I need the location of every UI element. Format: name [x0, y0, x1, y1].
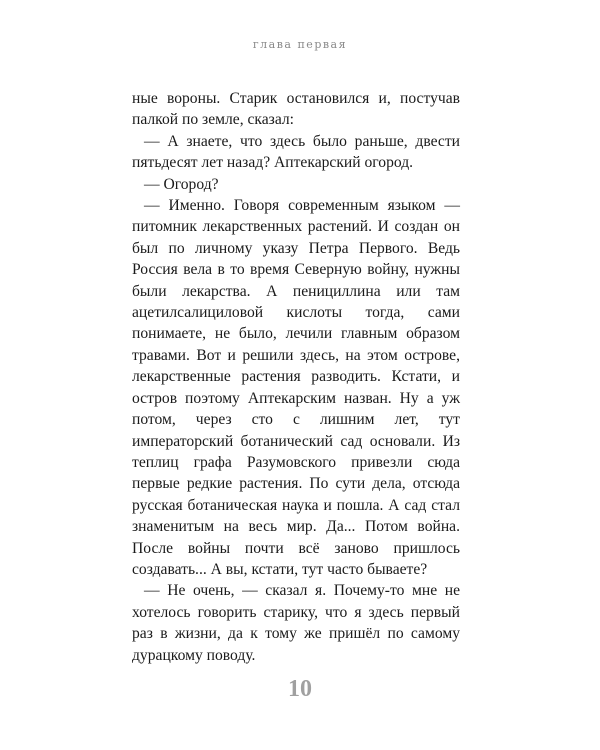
body-text [132, 88, 460, 666]
paragraph-dialogue-explanation: — Именно. Говоря современным языком — питомник лекарственных растений. И создан он был по личному указу Петра Первого. Ведь Россия вела в то время Северную войну, нужны были лекарства. А пенициллина или там ацетилсалициловой кислоты тогда, сами понимаете, не было, лечили главным образом травами. Вот и решили здесь, на этом острове, лекарственные растения разводить. Кстати, и остров поэтому Аптекарским назван. Ну а уж потом, через сто с лишним лет, тут императорский ботанический сад основали. Из теплиц графа Разумовского привезли сюда первые редкие растения. По сути дела, отсюда русская ботаническая наука и пошла. А сад стал знаменитым на весь мир. Да... Потом война. После войны почти всё заново пришлось создавать... А вы, кстати, тут часто бываете? [132, 197, 460, 578]
paragraph-continuation: ные вороны. Старик остановился и, постучав палкой по земле, сказал: [132, 90, 460, 129]
page-number: 10 [288, 676, 312, 702]
paragraph-dialogue-reply: — Огород? [144, 175, 219, 193]
running-head: глава первая [252, 38, 348, 51]
paragraph-dialogue-question: — А знаете, что здесь было раньше, двести пятьдесят лет назад? Аптекарский огород. [132, 132, 460, 172]
paragraph-dialogue-answer: — Не очень, — сказал я. Почему-то мне не хотелось говорить старику, что я здесь первый раз в жизни, да к тому же пришёл по самому дурацкому поводу. [132, 582, 460, 664]
